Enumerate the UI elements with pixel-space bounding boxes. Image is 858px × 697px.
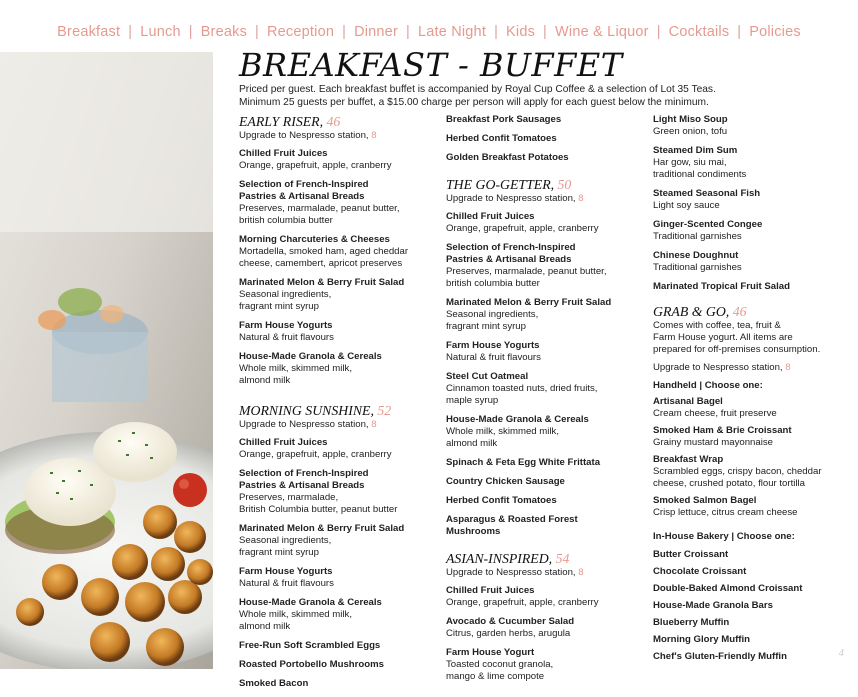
intro-line: Minimum 25 guests per buffet, a $15.00 charge per person will apply for each guest below the minimum. — [239, 96, 709, 108]
nav-policies[interactable]: Policies — [749, 24, 801, 40]
menu-item: Free-Run Soft Scrambled Eggs — [239, 640, 381, 651]
menu-item: House-Made Granola & Cereals Whole milk, skimmed milk, almond milk — [239, 351, 382, 386]
bakery-item: Chef's Gluten-Friendly Muffin — [653, 651, 787, 662]
menu-item: Country Chicken Sausage — [446, 476, 565, 487]
menu-item: Marinated Melon & Berry Fruit Salad Seasonal ingredients, fragrant mint syrup — [239, 277, 405, 312]
bakery-item: Morning Glory Muffin — [653, 634, 750, 645]
menu-item: Marinated Tropical Fruit Salad — [653, 281, 791, 292]
top-nav — [0, 24, 858, 40]
nav-wine-liquor[interactable]: Wine & Liquor — [555, 24, 649, 40]
menu-item: Selection of French-Inspired Pastries & Artisanal Breads Preserves, marmalade, peanut butter, british columbia butter — [446, 242, 607, 289]
page-title: BREAKFAST - BUFFET — [239, 46, 623, 84]
nav-separator: | — [543, 24, 548, 40]
menu-item: Selection of French-Inspired Pastries & Artisanal Breads Preserves, marmalade, peanut butter, british columbia butter — [239, 179, 400, 226]
nav-cocktails[interactable]: Cocktails — [668, 24, 730, 40]
menu-item: House-Made Granola & Cereals Whole milk, skimmed milk, almond milk — [239, 597, 382, 632]
section-price: 46 — [732, 304, 747, 319]
nav-lunch[interactable]: Lunch — [140, 24, 181, 40]
intro-text — [239, 84, 839, 109]
section-heading-go-getter: THE GO-GETTER, 50 — [446, 177, 572, 192]
menu-item: Selection of French-Inspired Pastries & Artisanal Breads Preserves, marmalade, British Columbia butter, peanut butter — [239, 468, 398, 515]
nav-separator: | — [342, 24, 347, 40]
menu-item: Farm House Yogurts Natural & fruit flavours — [446, 340, 541, 363]
nav-dinner[interactable]: Dinner — [354, 24, 398, 40]
menu-item: Spinach & Feta Egg White Frittata — [446, 457, 601, 468]
section-heading-asian-inspired: ASIAN-INSPIRED, 54 — [446, 551, 570, 566]
menu-item: Farm House Yogurts Natural & fruit flavours — [239, 566, 334, 589]
menu-item: Steamed Seasonal Fish Light soy sauce — [653, 188, 761, 211]
menu-item: Smoked Ham & Brie Croissant Grainy mustard mayonnaise — [653, 425, 792, 448]
nav-separator: | — [737, 24, 742, 40]
menu-item: Smoked Salmon Bagel Crisp lettuce, citrus cream cheese — [653, 495, 798, 518]
nav-separator: | — [128, 24, 133, 40]
nav-separator: | — [656, 24, 661, 40]
menu-item: Marinated Melon & Berry Fruit Salad Seasonal ingredients, fragrant mint syrup — [446, 297, 612, 332]
menu-item: Ginger-Scented Congee Traditional garnishes — [653, 219, 763, 242]
breakfast-photo — [0, 52, 213, 669]
nav-separator: | — [494, 24, 499, 40]
bakery-item: Butter Croissant — [653, 549, 729, 560]
section-price: 50 — [557, 177, 572, 192]
upgrade-note: Upgrade to Nespresso station, 8 — [653, 362, 791, 373]
bakery-item: Double-Baked Almond Croissant — [653, 583, 803, 594]
section-heading-early-riser: EARLY RISER, 46 — [239, 114, 341, 129]
menu-column-2 — [446, 114, 646, 690]
section-heading-morning-sunshine: MORNING SUNSHINE, 52 — [239, 403, 392, 418]
menu-item: Chilled Fruit Juices Orange, grapefruit, apple, cranberry — [446, 585, 599, 608]
bakery-item: Chocolate Croissant — [653, 566, 747, 577]
upgrade-note: Upgrade to Nespresso station, 8 — [446, 193, 584, 204]
nav-separator: | — [255, 24, 259, 40]
nav-breaks[interactable]: Breaks — [200, 24, 248, 40]
menu-column-3 — [653, 114, 853, 668]
menu-item: Steamed Dim Sum Har gow, siu mai, traditional condiments — [653, 145, 747, 180]
menu-item: Asparagus & Roasted Forest Mushrooms — [446, 514, 578, 537]
menu-item: Herbed Confit Tomatoes — [446, 133, 557, 144]
menu-item: Farm House Yogurts Natural & fruit flavours — [239, 320, 334, 343]
bakery-item: Blueberry Muffin — [653, 617, 730, 628]
menu-item: Artisanal Bagel Cream cheese, fruit preserve — [653, 396, 777, 419]
nav-breakfast[interactable]: Breakfast — [57, 24, 121, 40]
menu-item: Smoked Bacon — [239, 678, 309, 689]
menu-item: Herbed Confit Tomatoes — [446, 495, 557, 506]
menu-column-1 — [239, 114, 439, 697]
page-number: 4 — [838, 647, 844, 659]
section-price: 46 — [326, 114, 341, 129]
section-heading-grab-go: GRAB & GO, 46 — [653, 304, 747, 319]
upgrade-note: Upgrade to Nespresso station, 8 — [446, 567, 584, 578]
section-price: 54 — [555, 551, 570, 566]
upgrade-note: Upgrade to Nespresso station, 8 — [239, 419, 377, 430]
menu-item: Morning Charcuteries & Cheeses Mortadella, smoked ham, aged cheddar cheese, camembert, apricot preserves — [239, 234, 409, 269]
menu-item: Breakfast Pork Sausages — [446, 114, 562, 125]
nav-late-night[interactable]: Late Night — [417, 24, 487, 40]
section-price: 52 — [377, 403, 392, 418]
menu-item: Chilled Fruit Juices Orange, grapefruit, apple, cranberry — [239, 437, 392, 460]
menu-item: Chilled Fruit Juices Orange, grapefruit, apple, cranberry — [446, 211, 599, 234]
menu-item: Roasted Portobello Mushrooms — [239, 659, 384, 670]
menu-item: Chinese Doughnut Traditional garnishes — [653, 250, 742, 273]
bakery-item: House-Made Granola Bars — [653, 600, 773, 611]
menu-item: Golden Breakfast Potatoes — [446, 152, 569, 163]
menu-item: Breakfast Wrap Scrambled eggs, crispy bacon, cheddar cheese, crushed potato, flour tortilla — [653, 454, 822, 489]
nav-reception[interactable]: Reception — [267, 24, 335, 40]
menu-item: Avocado & Cucumber Salad Citrus, garden herbs, arugula — [446, 616, 575, 639]
menu-item: Farm House Yogurt Toasted coconut granola, mango & lime compote — [446, 647, 554, 682]
upgrade-note: Upgrade to Nespresso station, 8 — [239, 130, 377, 141]
grab-go-note: Comes with coffee, tea, fruit & Farm House yogurt. All items are prepared for off-premises consumption. — [653, 320, 821, 355]
menu-item: House-Made Granola & Cereals Whole milk, skimmed milk, almond milk — [446, 414, 589, 449]
nav-separator: | — [405, 24, 410, 40]
bakery-heading: In-House Bakery | Choose one: — [653, 531, 795, 542]
nav-kids[interactable]: Kids — [506, 24, 536, 40]
menu-item: Light Miso Soup Green onion, tofu — [653, 114, 728, 137]
menu-item: Marinated Melon & Berry Fruit Salad Seasonal ingredients, fragrant mint syrup — [239, 523, 405, 558]
menu-item: Steel Cut Oatmeal Cinnamon toasted nuts, dried fruits, maple syrup — [446, 371, 598, 406]
menu-item: Chilled Fruit Juices Orange, grapefruit, apple, cranberry — [239, 148, 392, 171]
nav-separator: | — [188, 24, 193, 40]
handheld-heading: Handheld | Choose one: — [653, 380, 763, 391]
intro-line: Priced per guest. Each breakfast buffet is accompanied by Royal Cup Coffee & a selection of Lot 35 Teas. — [239, 84, 716, 95]
